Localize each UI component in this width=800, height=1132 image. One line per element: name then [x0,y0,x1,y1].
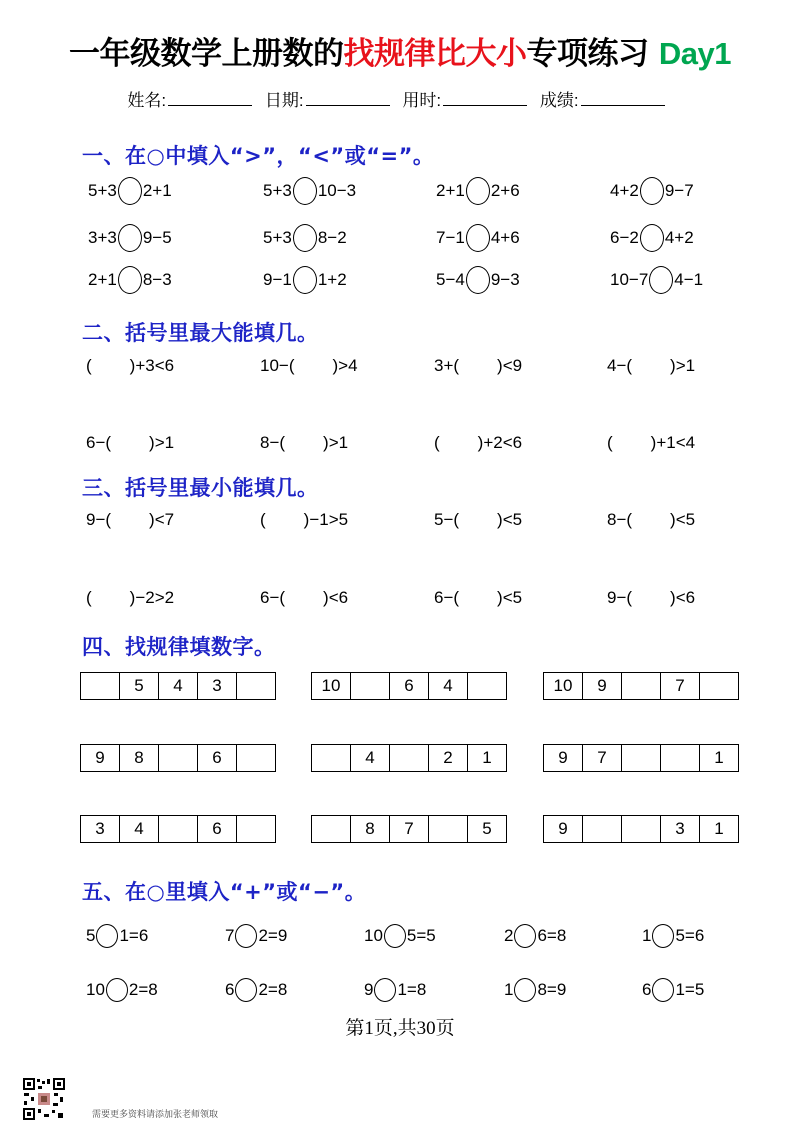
answer-circle[interactable] [118,266,142,294]
operator-exercise [86,924,148,948]
right-expression: 4−1 [674,270,704,289]
answer-circle[interactable] [118,177,142,205]
sequence-row [311,744,507,772]
sequence-number-box: 6 [197,744,237,772]
sequence-blank-box[interactable] [158,815,198,843]
operator-circle[interactable] [96,924,118,948]
score-field[interactable] [581,91,665,106]
sequence-number-box: 5 [467,815,507,843]
left-expression: 10−7 [610,270,649,289]
rest-expression: 1=8 [397,980,427,999]
operator-circle[interactable] [514,978,536,1002]
expression-suffix: )+1<4 [650,433,696,452]
compare-exercise [436,266,520,294]
compare-exercise [436,224,520,252]
sequence-row [80,744,276,772]
rest-expression: 1=6 [119,926,149,945]
operator-exercise [642,924,704,948]
sequence-row [311,815,507,843]
compare-exercise [88,224,172,252]
expression-suffix: )+2<6 [477,433,523,452]
paren-exercise [607,510,695,530]
sequence-number-box: 1 [467,744,507,772]
sequence-number-box: 3 [660,815,700,843]
first-number: 1 [504,980,514,999]
first-number: 6 [225,980,235,999]
left-expression: 4+2 [610,181,639,200]
rest-expression: 2=8 [128,980,158,999]
expression-prefix: 5−( [434,510,460,529]
time-field[interactable] [443,91,527,106]
page-title [0,28,800,73]
expression-prefix: 8−( [260,433,286,452]
right-expression: 9−5 [142,228,172,247]
answer-circle[interactable] [293,266,317,294]
expression-suffix: )<6 [323,588,349,607]
operator-circle[interactable] [106,978,128,1002]
expression-suffix: )+3<6 [129,356,175,375]
score-label: 成绩: [539,91,579,110]
expression-suffix: )<5 [497,588,523,607]
left-expression: 9−1 [263,270,292,289]
operator-circle[interactable] [652,924,674,948]
expression-prefix: ( [86,356,92,375]
sequence-number-box: 3 [80,815,120,843]
expression-suffix: )>1 [670,356,696,375]
compare-exercise [610,266,703,294]
student-info-line [0,86,800,111]
answer-circle[interactable] [649,266,673,294]
expression-prefix: 6−( [434,588,460,607]
paren-exercise [86,510,174,530]
sequence-number-box: 3 [197,672,237,700]
right-expression: 8−2 [317,228,347,247]
name-field[interactable] [168,91,252,106]
date-field[interactable] [306,91,390,106]
paren-exercise [86,433,174,453]
paren-exercise [434,510,522,530]
right-expression: 10−3 [317,181,357,200]
name-label: 姓名: [127,91,167,110]
sequence-blank-box[interactable] [311,744,351,772]
expression-prefix: 9−( [86,510,112,529]
expression-suffix: )−2>2 [129,588,175,607]
compare-exercise [263,266,347,294]
compare-exercise [610,224,694,252]
section2-title: 二、括号里最大能填几。 [82,321,319,345]
footer-note: 需要更多资料请添加张老师领取 [92,1110,219,1120]
operator-exercise [504,978,566,1002]
left-expression: 5−4 [436,270,465,289]
left-expression: 7−1 [436,228,465,247]
expression-prefix: 3+( [434,356,460,375]
date-label: 日期: [264,91,304,110]
expression-prefix: 9−( [607,588,633,607]
sequence-number-box: 8 [350,815,390,843]
sequence-number-box: 10 [311,672,351,700]
sequence-number-box: 7 [660,672,700,700]
sequence-blank-box[interactable] [389,744,429,772]
paren-exercise [434,588,522,608]
compare-exercise [610,177,694,205]
paren-exercise [260,510,348,530]
sequence-number-box: 1 [699,815,739,843]
answer-circle[interactable] [466,177,490,205]
first-number: 5 [86,926,96,945]
operator-circle[interactable] [384,924,406,948]
expression-suffix: )<5 [497,510,523,529]
first-number: 2 [504,926,514,945]
sequence-blank-box[interactable] [80,672,120,700]
paren-exercise [260,433,348,453]
left-expression: 2+1 [436,181,465,200]
first-number: 9 [364,980,374,999]
rest-expression: 2=8 [258,980,288,999]
expression-prefix: 8−( [607,510,633,529]
operator-circle[interactable] [652,978,674,1002]
right-expression: 9−7 [664,181,694,200]
rest-expression: 1=5 [675,980,705,999]
paren-exercise [607,433,695,453]
paren-exercise [86,356,174,376]
paren-exercise [607,588,695,608]
sequence-number-box: 4 [350,744,390,772]
paren-exercise [260,356,358,376]
title-part-2: 找规律比大小 [343,36,527,72]
left-expression: 5+3 [263,181,292,200]
expression-prefix: ( [607,433,613,452]
operator-exercise [86,978,158,1002]
expression-prefix: 4−( [607,356,633,375]
paren-exercise [434,433,522,453]
answer-circle[interactable] [466,224,490,252]
sequence-blank-box[interactable] [428,815,468,843]
sequence-row [80,815,276,843]
left-expression: 2+1 [88,270,117,289]
sequence-blank-box[interactable] [582,815,622,843]
sequence-row [543,744,739,772]
left-expression: 6−2 [610,228,639,247]
answer-circle[interactable] [640,224,664,252]
sequence-blank-box[interactable] [467,672,507,700]
answer-circle[interactable] [293,224,317,252]
compare-exercise [88,177,172,205]
expression-prefix: 6−( [86,433,112,452]
operator-exercise [225,978,287,1002]
expression-suffix: )>4 [332,356,358,375]
sequence-blank-box[interactable] [621,815,661,843]
expression-suffix: )−1>5 [303,510,349,529]
sequence-blank-box[interactable] [158,744,198,772]
operator-exercise [642,978,704,1002]
expression-prefix: ( [260,510,266,529]
right-expression: 2+1 [142,181,172,200]
rest-expression: 6=8 [537,926,567,945]
sequence-row [80,672,276,700]
sequence-number-box: 10 [543,672,583,700]
qr-code-icon [22,1077,66,1121]
section3-title: 三、括号里最小能填几。 [82,476,319,500]
sequence-number-box: 7 [389,815,429,843]
answer-circle[interactable] [293,177,317,205]
expression-prefix: ( [434,433,440,452]
sequence-row [543,672,739,700]
section1-title: 一、在○中填入“>”，“<”或“=”。 [82,144,435,168]
operator-exercise [364,978,426,1002]
compare-exercise [263,224,347,252]
sequence-number-box: 9 [80,744,120,772]
expression-prefix: ( [86,588,92,607]
operator-circle[interactable] [374,978,396,1002]
sequence-row [543,815,739,843]
paren-exercise [434,356,522,376]
expression-prefix: 10−( [260,356,295,375]
sequence-blank-box[interactable] [621,744,661,772]
first-number: 7 [225,926,235,945]
answer-circle[interactable] [118,224,142,252]
answer-circle[interactable] [640,177,664,205]
sequence-blank-box[interactable] [236,672,276,700]
sequence-number-box: 5 [119,672,159,700]
answer-circle[interactable] [466,266,490,294]
section4-title: 四、找规律填数字。 [82,635,276,659]
first-number: 1 [642,926,652,945]
page-number: 第1页,共30页 [345,1018,455,1039]
compare-exercise [263,177,356,205]
compare-exercise [88,266,172,294]
expression-suffix: )<9 [497,356,523,375]
sequence-blank-box[interactable] [311,815,351,843]
sequence-number-box: 4 [428,672,468,700]
sequence-number-box: 9 [543,815,583,843]
sequence-number-box: 8 [119,744,159,772]
sequence-number-box: 6 [197,815,237,843]
expression-suffix: )<5 [670,510,696,529]
sequence-blank-box[interactable] [699,672,739,700]
expression-suffix: )>1 [149,433,175,452]
sequence-number-box: 6 [389,672,429,700]
first-number: 10 [364,926,383,945]
expression-suffix: )>1 [323,433,349,452]
expression-suffix: )<6 [670,588,696,607]
left-expression: 5+3 [263,228,292,247]
operator-circle[interactable] [514,924,536,948]
rest-expression: 8=9 [537,980,567,999]
time-label: 用时: [402,91,442,110]
operator-circle[interactable] [235,924,257,948]
expression-prefix: 6−( [260,588,286,607]
paren-exercise [607,356,695,376]
title-day: Day1 [658,36,731,71]
first-number: 6 [642,980,652,999]
paren-exercise [260,588,348,608]
sequence-blank-box[interactable] [236,744,276,772]
first-number: 10 [86,980,105,999]
sequence-number-box: 9 [543,744,583,772]
operator-exercise [364,924,436,948]
right-expression: 1+2 [317,270,347,289]
sequence-blank-box[interactable] [621,672,661,700]
title-part-1: 一年级数学上册数的 [69,36,344,72]
sequence-number-box: 4 [119,815,159,843]
rest-expression: 2=9 [258,926,288,945]
right-expression: 9−3 [490,270,520,289]
rest-expression: 5=5 [406,926,436,945]
sequence-number-box: 2 [428,744,468,772]
left-expression: 3+3 [88,228,117,247]
right-expression: 2+6 [490,181,520,200]
operator-exercise [504,924,566,948]
paren-exercise [86,588,174,608]
rest-expression: 5=6 [675,926,705,945]
sequence-row [311,672,507,700]
sequence-number-box: 4 [158,672,198,700]
left-expression: 5+3 [88,181,117,200]
compare-exercise [436,177,520,205]
right-expression: 8−3 [142,270,172,289]
sequence-blank-box[interactable] [236,815,276,843]
title-part-3: 专项练习 [526,36,649,72]
right-expression: 4+2 [664,228,694,247]
sequence-number-box: 9 [582,672,622,700]
sequence-blank-box[interactable] [660,744,700,772]
section5-title: 五、在○里填入“+”或“−”。 [82,880,367,904]
sequence-blank-box[interactable] [350,672,390,700]
right-expression: 4+6 [490,228,520,247]
expression-suffix: )<7 [149,510,175,529]
sequence-number-box: 1 [699,744,739,772]
operator-exercise [225,924,287,948]
operator-circle[interactable] [235,978,257,1002]
sequence-number-box: 7 [582,744,622,772]
